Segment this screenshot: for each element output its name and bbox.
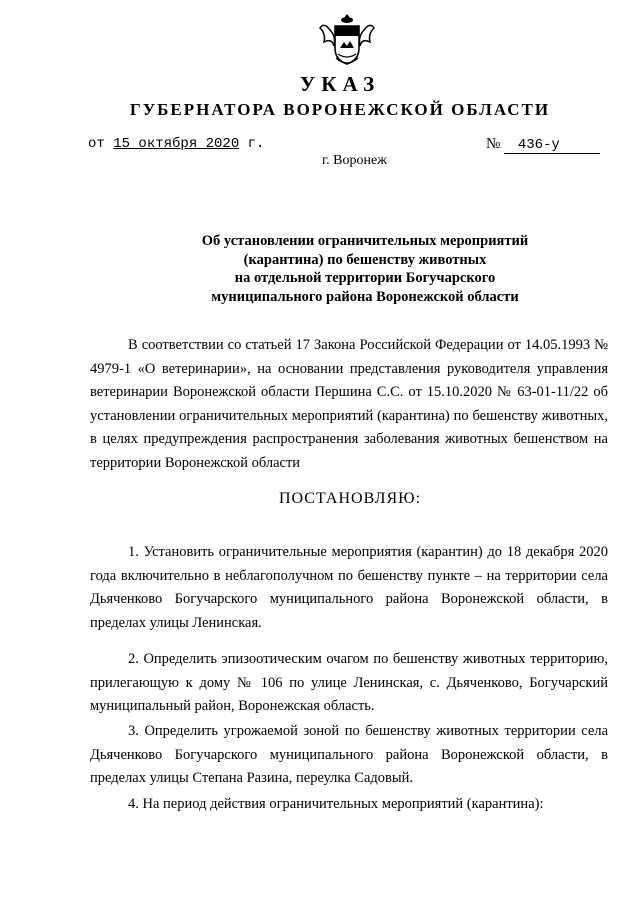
document-subtitle: ГУБЕРНАТОРА ВОРОНЕЖСКОЙ ОБЛАСТИ <box>129 100 551 119</box>
item-text: 3. Определить угрожаемой зоной по бешенству животных территории села Дьяченково Богучарского муниципального района Воронежской области, в пределах улицы Степана Разина, переулка Садовый. <box>90 723 608 786</box>
subject-line: Об установлении ограничительных мероприятий <box>201 233 529 249</box>
date-value: 15 октября 2020 <box>113 136 240 152</box>
document-subject <box>150 232 580 306</box>
number-line <box>486 136 610 154</box>
subject-line: (карантина) по бешенству животных <box>243 251 487 268</box>
document-title: УКАЗ <box>299 72 381 96</box>
item-1 <box>90 541 608 635</box>
number-sign: № <box>486 136 501 152</box>
item-text: 4. На период действия ограничительных мероприятий (карантина): <box>128 796 544 812</box>
item-3 <box>90 720 608 791</box>
decree-word: ПОСТАНОВЛЯЮ: <box>278 490 422 507</box>
preamble-paragraph <box>90 334 608 475</box>
date-suffix: г. <box>247 136 265 152</box>
city-label: г. Воронеж <box>322 153 387 168</box>
subject-line: на отдельной территории Богучарского <box>234 270 496 286</box>
subject-line: муниципального района Воронежской области <box>211 288 519 305</box>
date-prefix: от <box>88 136 105 152</box>
item-4 <box>90 793 608 817</box>
item-text: 1. Установить ограничительные мероприятия (карантин) до 18 декабря 2020 года включительно в неблагополучном по бешенству пункте – на территории села Дьяченково Богучарского муниципального района Воронежской области, в пределах улицы Ленинская. <box>90 544 608 631</box>
item-text: 2. Определить эпизоотическим очагом по бешенству животных территорию, прилегающую к дому № 106 по улице Ленинская, с. Дьяченково, Богучарский муниципальный район, Воронежская область. <box>90 651 608 714</box>
coat-of-arms-icon <box>318 8 376 70</box>
number-value: 436-у <box>504 137 600 154</box>
preamble-text: В соответствии со статьей 17 Закона Российской Федерации от 14.05.1993 № 4979-1 «О ветеринарии», на основании представления руководителя управления ветеринарии Воронежской области Першина С.С. от 15.10.2020 № 63-01-11/22 об установлении ограничительных мероприятий (карантина) по бешенству животных, в целях предупреждения распространения заболевания животных бешенством на территории Воронежской области <box>90 337 608 471</box>
item-2 <box>90 648 608 719</box>
date-line <box>88 136 264 152</box>
